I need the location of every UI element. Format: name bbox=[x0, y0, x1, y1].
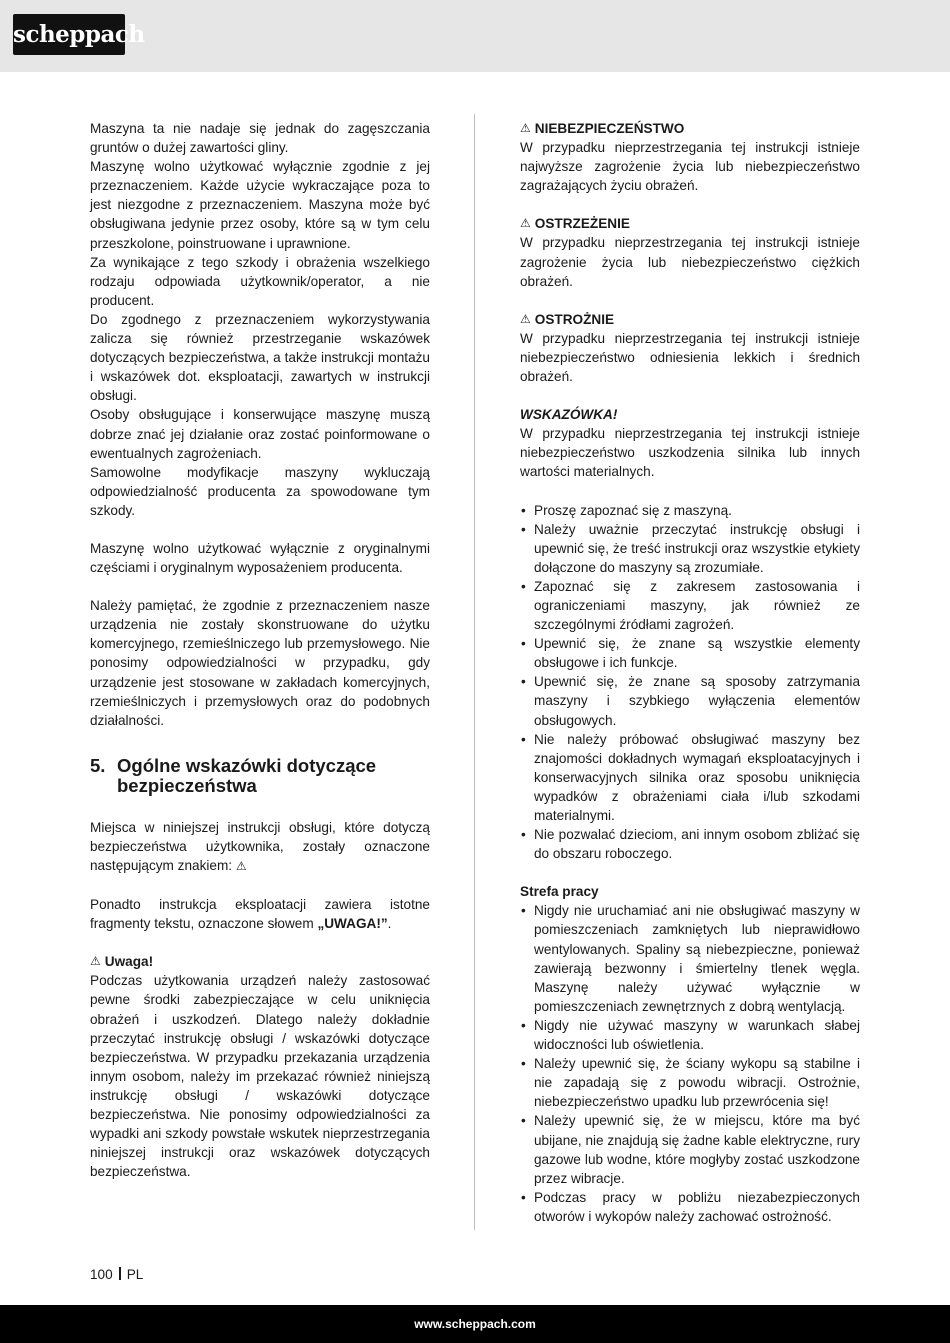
paragraph: Miejsca w niniejszej instrukcji obsługi, które dotyczą bezpieczeństwa użytkownika, zostały oznaczone następującym znakiem: ⚠ bbox=[90, 819, 430, 873]
section-number: 5. bbox=[90, 754, 106, 776]
right-column bbox=[520, 119, 860, 1226]
list-item: • Nie pozwalać dzieciom, ani innym osobom zbliżać się do obszaru roboczego. bbox=[520, 825, 860, 863]
list-item: • Upewnić się, że znane są sposoby zatrzymania maszyny i szybkiego wyłączenia elementów obsługowych. bbox=[520, 672, 860, 729]
paragraph: W przypadku nieprzestrzegania tej instrukcji istnieje zagrożenie życia lub niebezpieczeństwo ciężkich obrażeń. bbox=[520, 235, 860, 289]
warning-triangle-icon: ⚠ bbox=[520, 216, 531, 231]
paragraph: Maszyna ta nie nadaje się jednak do zagęszczania gruntów o dużej zawartości gliny. bbox=[90, 121, 430, 156]
paragraph: Maszynę wolno użytkować wyłącznie z oryginalnymi częściami i oryginalnym wyposażeniem producenta. bbox=[90, 540, 430, 576]
note-heading: WSKAZÓWKA! bbox=[520, 407, 618, 423]
column-divider bbox=[474, 114, 475, 1230]
warning-triangle-icon: ⚠ bbox=[90, 954, 101, 969]
list-item: • Należy upewnić się, że ściany wykopu są stabilne i nie zapadają się z powodu wibracji. Ostrożnie, niebezpieczeństwo upadku lub przewrócenia się! bbox=[520, 1054, 860, 1111]
list-item: • Podczas pracy w pobliżu niezabezpieczonych otworów i wykopów należy zachować ostrożność. bbox=[520, 1188, 860, 1226]
section-title: Ogólne wskazówki dotyczące bezpieczeństwa bbox=[117, 754, 377, 796]
footer-bar bbox=[0, 1305, 950, 1343]
safety-bullet-list bbox=[520, 501, 860, 864]
paragraph: Maszynę wolno użytkować wyłącznie zgodnie z jej przeznaczeniem. Każde użycie wykraczające poza to jest niezgodne z przeznaczeniem. Maszyna może być obsługiwana jedynie przez osoby, które są w tym celu przeszkolone, poinstruowane i uprawnione. bbox=[90, 159, 430, 251]
danger-heading: ⚠ NIEBEZPIECZEŃSTWO bbox=[520, 119, 860, 138]
warning-heading: ⚠ OSTRZEŻENIE bbox=[520, 214, 860, 233]
list-item: • Proszę zapoznać się z maszyną. bbox=[520, 501, 860, 520]
section-heading bbox=[90, 756, 430, 796]
page-number: 100 PL bbox=[90, 1267, 144, 1282]
caution-heading: ⚠ OSTROŻNIE bbox=[520, 310, 860, 329]
paragraph: Samowolne modyfikacje maszyny wykluczają odpowiedzialność producenta za spowodowane tym szkody. bbox=[90, 464, 430, 518]
list-item: • Zapoznać się z zakresem zastosowania i ograniczeniami maszyny, jak również ze szczególnymi źródłami zagrożeń. bbox=[520, 577, 860, 634]
uwaga-heading: ⚠ Uwaga! bbox=[90, 952, 430, 971]
paragraph: Ponadto instrukcja eksploatacji zawiera istotne fragmenty tekstu, oznaczone słowem „UWAGA!”. bbox=[90, 897, 430, 932]
work-area-bullet-list bbox=[520, 901, 860, 1226]
warning-triangle-icon: ⚠ bbox=[520, 311, 531, 326]
list-item: • Nigdy nie uruchamiać ani nie obsługiwać maszyny w pomieszczeniach zamkniętych lub nieprawidłowo wentylowanych. Spaliny są niebezpieczne, ponieważ zawierają bezwonny i śmiertelny tlenek węgla. Maszynę należy używać wyłącznie w pomieszczeniach zewnętrznych z dobrą wentylacją. bbox=[520, 901, 860, 1016]
paragraph: Należy pamiętać, że zgodnie z przeznaczeniem nasze urządzenia nie zostały skonstruowane do użytku komercyjnego, rzemieślniczego lub przemysłowego. Nie ponosimy odpowiedzialności w przypadku, gdy urządzenie jest stosowane w zakładach komercyjnych, rzemieślniczych i przemysłowych oraz do podobnych działalności. bbox=[90, 598, 430, 728]
list-item: • Nie należy próbować obsługiwać maszyny bez znajomości dokładnych wymagań eksploatacyjnych i konserwacyjnych silnika oraz sposobu uniknięcia wypadków z obrażeniami ciała i/lub szkodami materialnymi. bbox=[520, 730, 860, 825]
paragraph: W przypadku nieprzestrzegania tej instrukcji istnieje niebezpieczeństwo uszkodzenia silnika lub innych wartości materialnych. bbox=[520, 426, 860, 480]
list-item: • Należy upewnić się, że w miejscu, które ma być ubijane, nie znajdują się żadne kable elektryczne, rury gazowe lub wodne, które mogłyby zostać uszkodzone przez wibracje. bbox=[520, 1111, 860, 1187]
scheppach-logo: scheppach bbox=[13, 14, 125, 55]
left-column bbox=[90, 119, 430, 1181]
paragraph: W przypadku nieprzestrzegania tej instrukcji istnieje najwyższe zagrożenie życia lub niebezpieczeństwo zagrażających życiu obrażeń. bbox=[520, 140, 860, 194]
paragraph: W przypadku nieprzestrzegania tej instrukcji istnieje niebezpieczeństwo odniesienia lekkich i średnich obrażeń. bbox=[520, 330, 860, 385]
page-header bbox=[0, 0, 950, 72]
paragraph: Podczas użytkowania urządzeń należy zastosować pewne środki zabezpieczające w celu uniknięcia obrażeń i uszkodzeń. Dlatego należy dokładnie przeczytać instrukcję obsługi / wskazówki dotyczące bezpieczeństwa. W przypadku przekazania urządzenia innym osobom, należy im przekazać również niniejszą instrukcję obsługi / wskazówki dotyczące bezpieczeństwa. Nie ponosimy odpowiedzialności za wypadki ani szkody powstałe wskutek nieprzestrzegania niniejszej instrukcji oraz wskazówek dotyczących bezpieczeństwa. bbox=[90, 973, 430, 1180]
paragraph: Osoby obsługujące i konserwujące maszynę muszą dobrze znać jej działanie oraz zostać poinformowane o ewentualnych zagrożeniach. bbox=[90, 407, 430, 461]
paragraph: Za wynikające z tego szkody i obrażenia wszelkiego rodzaju odpowiada użytkownik/operator, a nie producent. bbox=[90, 254, 430, 308]
website-link[interactable]: www.scheppach.com bbox=[414, 1317, 536, 1331]
work-area-heading: Strefa pracy bbox=[520, 884, 599, 900]
warning-triangle-icon: ⚠ bbox=[235, 859, 247, 873]
list-item: • Należy uważnie przeczytać instrukcję obsługi i upewnić się, że treść instrukcji oraz wszystkie etykiety dołączone do maszyny są zrozumiałe. bbox=[520, 520, 860, 577]
warning-triangle-icon: ⚠ bbox=[520, 121, 531, 135]
paragraph: Do zgodnego z przeznaczeniem wykorzystywania zalicza się również przestrzeganie wskazówek dotyczących bezpieczeństwa, a także instrukcji montażu i wskazówek dot. eksploatacji, zawartych w instrukcji obsługi. bbox=[90, 311, 430, 404]
list-item: • Upewnić się, że znane są wszystkie elementy obsługowe i ich funkcje. bbox=[520, 634, 860, 672]
list-item: • Nigdy nie używać maszyny w warunkach słabej widoczności lub oświetlenia. bbox=[520, 1016, 860, 1054]
